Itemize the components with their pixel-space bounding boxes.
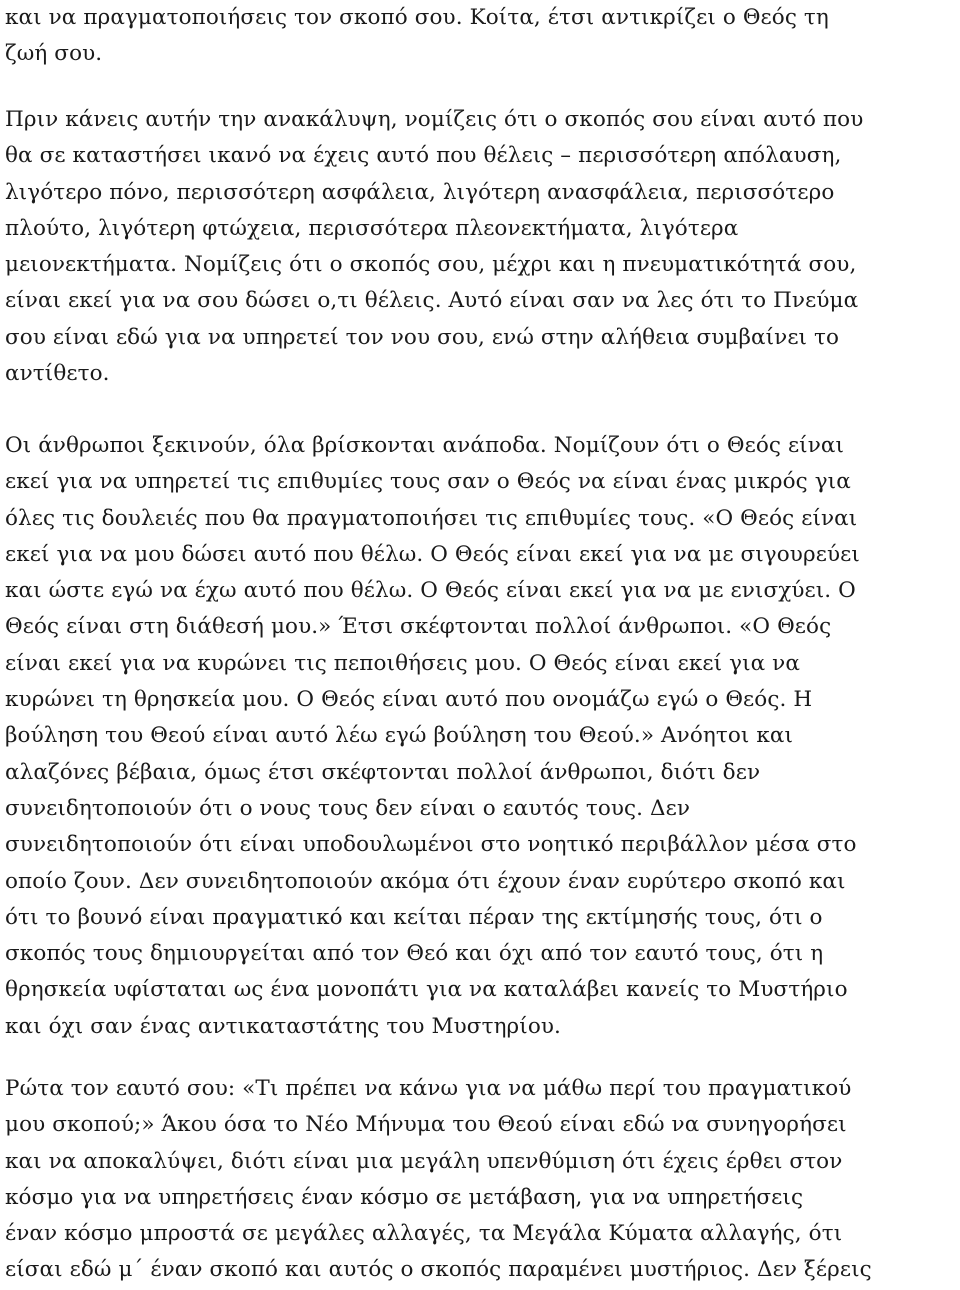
text-line: Θεός είναι στη διάθεσή μου.» Έτσι σκέφτονται πολλοί άνθρωποι. «Ο Θεός xyxy=(5,614,832,640)
text-line: Πριν κάνεις αυτήν την ανακάλυψη, νομίζεις ότι ο σκοπός σου είναι αυτό που xyxy=(5,107,864,132)
text-line: αλαζόνες βέβαια, όμως έτσι σκέφτονται πολλοί άνθρωποι, διότι δεν xyxy=(5,759,761,785)
paragraph-4 xyxy=(5,1071,960,1289)
text-line: εκεί για να μου δώσει αυτό που θέλω. Ο Θεός είναι εκεί για να με σιγουρεύει xyxy=(5,541,860,567)
text-line: μου σκοπού;» Άκου όσα το Νέο Μήνυμα του Θεού είναι εδώ να συνηγορήσει xyxy=(5,1112,847,1138)
paragraph-2 xyxy=(5,102,960,392)
text-line: κυρώνει τη θρησκεία μου. Ο Θεός είναι αυτό που ονομάζω εγώ ο Θεός. Η xyxy=(5,687,813,713)
text-line: ότι το βουνό είναι πραγματικό και κείται πέραν της εκτίμησής τους, ότι ο xyxy=(5,904,823,930)
text-line: λιγότερο πόνο, περισσότερη ασφάλεια, λιγότερη ανασφάλεια, περισσότερο xyxy=(5,179,835,205)
text-line: και να πραγματοποιήσεις τον σκοπό σου. Κοίτα, έτσι αντικρίζει ο Θεός τη xyxy=(5,5,829,30)
text-line: συνειδητοποιούν ότι είναι υποδουλωμένοι στο νοητικό περιβάλλον μέσα στο xyxy=(5,832,857,858)
text-line: οποίο ζουν. Δεν συνειδητοποιούν ακόμα ότι έχουν έναν ευρύτερο σκοπό και xyxy=(5,868,846,894)
text-line: ζωή σου. xyxy=(5,41,103,67)
paragraph-1 xyxy=(5,0,960,73)
text-line: είναι εκεί για να σου δώσει ο,τι θέλεις. Αυτό είναι σαν να λες ότι το Πνεύμα xyxy=(5,288,859,314)
text-line: Οι άνθρωποι ξεκινούν, όλα βρίσκονται ανάποδα. Νομίζουν ότι ο Θεός είναι xyxy=(5,433,845,458)
text-line: είσαι εδώ μ΄ έναν σκοπό και αυτός ο σκοπός παραμένει μυστήριος. Δεν ξέρεις xyxy=(5,1257,872,1283)
text-line: βούληση του Θεού είναι αυτό λέω εγώ βούληση του Θεού.» Ανόητοι και xyxy=(5,723,794,749)
text-line: και όχι σαν ένας αντικαταστάτης του Μυστηρίου. xyxy=(5,1013,561,1039)
text-line: Ρώτα τον εαυτό σου: «Τι πρέπει να κάνω για να μάθω περί του πραγματικού xyxy=(5,1076,852,1101)
text-line: και ώστε εγώ να έχω αυτό που θέλω. Ο Θεός είναι εκεί για να με ενισχύει. Ο xyxy=(5,578,856,604)
text-line: πλούτο, λιγότερη φτώχεια, περισσότερα πλεονεκτήματα, λιγότερα xyxy=(5,215,739,241)
text-line: θρησκεία υφίσταται ως ένα μονοπάτι για να καταλάβει κανείς το Μυστήριο xyxy=(5,977,848,1003)
text-line: όλες τις δουλειές που θα πραγματοποιήσει τις επιθυμίες τους. «Ο Θεός είναι xyxy=(5,505,858,531)
text-line: θα σε καταστήσει ικανό να έχεις αυτό που θέλεις – περισσότερη απόλαυση, xyxy=(5,143,842,169)
text-line: μειονεκτήματα. Νομίζεις ότι ο σκοπός σου, μέχρι και η πνευματικότητά σου, xyxy=(5,252,857,278)
text-line: αντίθετο. xyxy=(5,361,110,387)
text-line: και να αποκαλύψει, διότι είναι μια μεγάλη υπενθύμιση ότι έχεις έρθει στον xyxy=(5,1148,843,1174)
text-line: έναν κόσμο μπροστά σε μεγάλες αλλαγές, τα Μεγάλα Κύματα αλλαγής, ότι xyxy=(5,1221,843,1247)
text-line: σου είναι εδώ για να υπηρετεί τον νου σου, ενώ στην αλήθεια συμβαίνει το xyxy=(5,324,840,350)
paragraph-3 xyxy=(5,428,960,1045)
text-line: είναι εκεί για να κυρώνει τις πεποιθήσεις μου. Ο Θεός είναι εκεί για να xyxy=(5,650,800,676)
text-line: κόσμο για να υπηρετήσεις έναν κόσμο σε μετάβαση, για να υπηρετήσεις xyxy=(5,1184,804,1210)
text-line: σκοπός τους δημιουργείται από τον Θεό και όχι από τον εαυτό τους, ότι η xyxy=(5,941,824,967)
text-line: συνειδητοποιούν ότι ο νους τους δεν είναι ο εαυτός τους. Δεν xyxy=(5,795,691,821)
text-line: εκεί για να υπηρετεί τις επιθυμίες τους σαν ο Θεός να είναι ένας μικρός για xyxy=(5,469,851,495)
